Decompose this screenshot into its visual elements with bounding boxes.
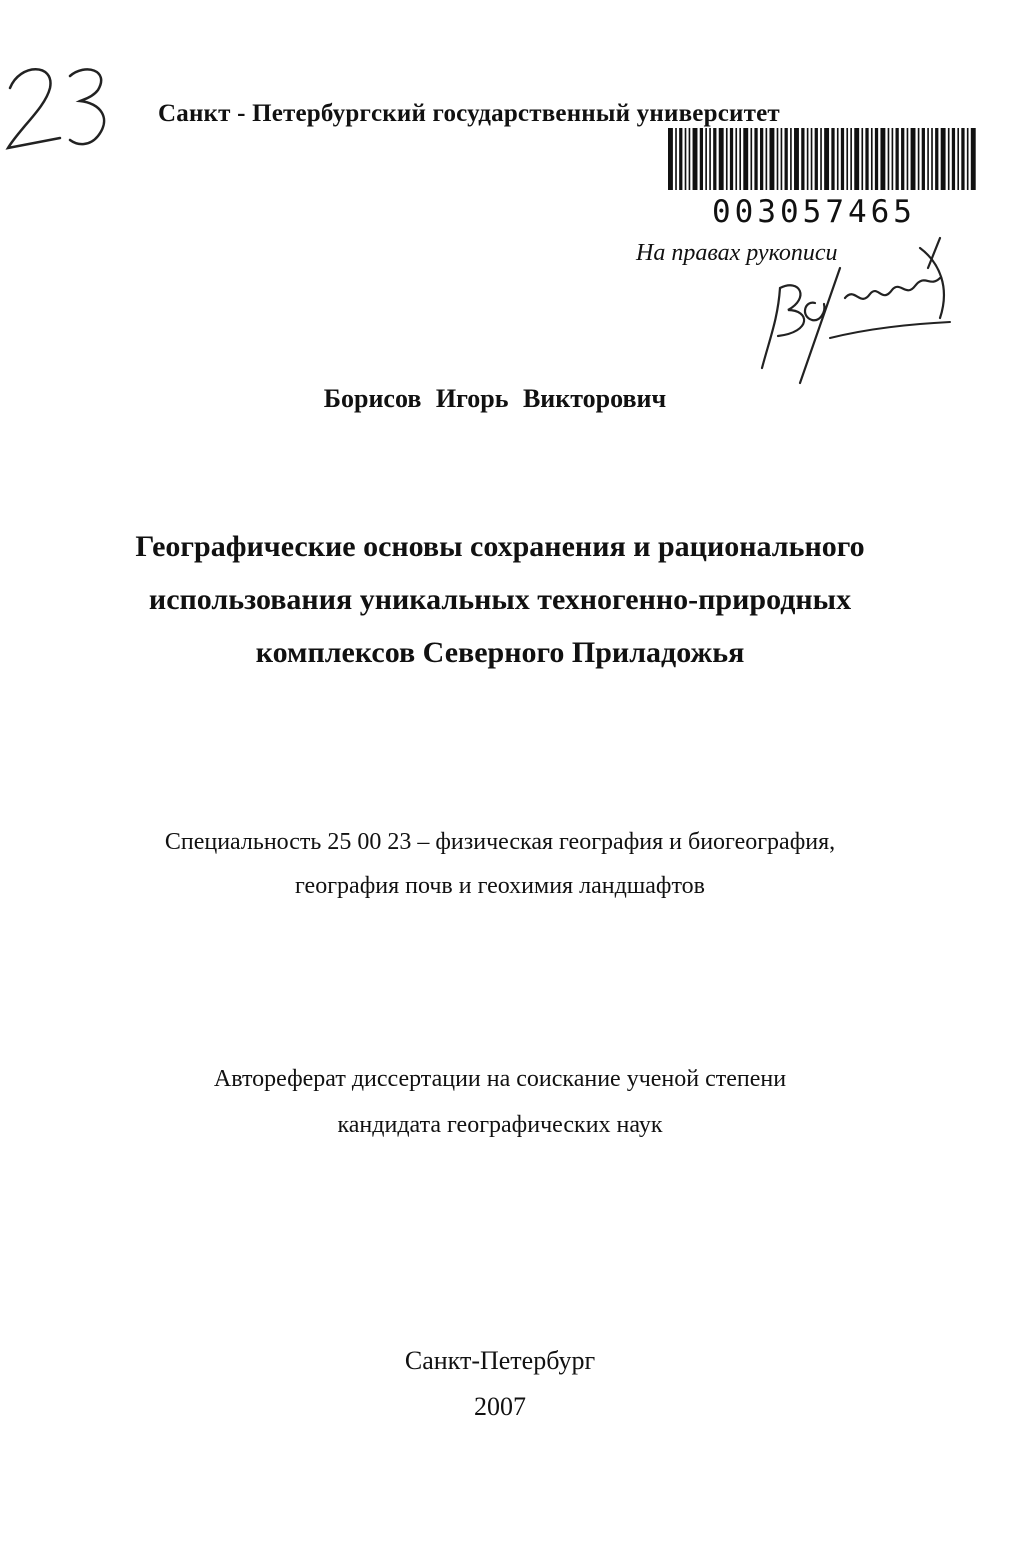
barcode-bar: [679, 128, 682, 190]
barcode-bar: [927, 128, 929, 190]
abstract-type-line: Автореферат диссертации на соискание ученой степени: [213, 1066, 787, 1092]
barcode-bar: [777, 128, 779, 190]
barcode-bar: [743, 128, 748, 190]
barcode-bar: [730, 128, 733, 190]
barcode-bar: [865, 128, 868, 190]
barcode-bar: [719, 128, 724, 190]
barcode-bar: [892, 128, 894, 190]
speciality: [0, 820, 1000, 908]
barcode-bar: [781, 128, 783, 190]
barcode-bar: [705, 128, 707, 190]
abstract-type-line: кандидата географических наук: [337, 1112, 663, 1138]
barcode-bar: [820, 128, 822, 190]
barcode-bar: [961, 128, 964, 190]
barcode-bar: [693, 128, 698, 190]
barcode-bar: [888, 128, 890, 190]
title-line: использования уникальных техногенно-природных: [148, 583, 852, 616]
barcode-bar: [907, 128, 909, 190]
barcode-bar: [785, 128, 788, 190]
barcode-bar: [967, 128, 969, 190]
speciality-line: география почв и геохимия ландшафтов: [295, 873, 705, 899]
barcode-bar: [766, 128, 768, 190]
barcode-bar: [709, 128, 711, 190]
barcode-bar: [735, 128, 737, 190]
handwritten-signature: [740, 228, 1000, 388]
university-name: Санкт - Петербургский государственный университет: [158, 100, 780, 127]
barcode-bar: [846, 128, 848, 190]
barcode-bar: [918, 128, 920, 190]
barcode-bar: [971, 128, 976, 190]
barcode-bar: [750, 128, 752, 190]
barcode-bar: [875, 128, 878, 190]
barcode-bar: [841, 128, 844, 190]
dissertation-title: [0, 520, 1000, 679]
barcode-bar: [807, 128, 809, 190]
barcode-bar: [922, 128, 925, 190]
barcode-bar: [713, 128, 716, 190]
barcode-bar: [760, 128, 763, 190]
manuscript-rights-note: На правах рукописи: [636, 240, 838, 266]
barcode-bar: [668, 128, 673, 190]
abstract-type: [0, 1056, 1000, 1148]
barcode-bar: [901, 128, 904, 190]
barcode-bar: [675, 128, 677, 190]
barcode-bar: [700, 128, 703, 190]
barcode-bar: [941, 128, 946, 190]
barcode-bar: [689, 128, 691, 190]
barcode-bar: [739, 128, 741, 190]
author-name: Борисов Игорь Викторович: [323, 384, 667, 413]
barcode-bar: [769, 128, 774, 190]
barcode-bar: [871, 128, 873, 190]
barcode-bar: [790, 128, 792, 190]
barcode-bar: [685, 128, 687, 190]
city: Санкт-Петербург: [404, 1346, 596, 1375]
barcode-bar: [861, 128, 863, 190]
barcode-bar: [726, 128, 728, 190]
barcode-bar: [948, 128, 950, 190]
barcode-number: 003057465: [712, 194, 916, 230]
barcode-bar: [880, 128, 885, 190]
barcode-bar: [794, 128, 799, 190]
barcode-bar: [801, 128, 804, 190]
handwritten-number-23: [0, 58, 120, 158]
barcode-bar: [824, 128, 829, 190]
barcode-bar: [911, 128, 916, 190]
barcode-bar: [896, 128, 899, 190]
barcode-bar: [952, 128, 955, 190]
barcode-bar: [831, 128, 834, 190]
barcode-bar: [935, 128, 938, 190]
title-line: Географические основы сохранения и рационального: [135, 530, 865, 563]
barcode-bar: [837, 128, 839, 190]
place-and-year: [0, 1338, 1000, 1430]
barcode-bar: [854, 128, 859, 190]
barcode-bar: [811, 128, 813, 190]
barcode-bar: [754, 128, 757, 190]
barcode-bar: [931, 128, 933, 190]
speciality-line: Специальность 25 00 23 – физическая география и биогеография,: [164, 829, 836, 855]
barcode-bar: [815, 128, 818, 190]
barcode-bar: [957, 128, 959, 190]
year: 2007: [474, 1392, 526, 1421]
barcode-bar: [850, 128, 852, 190]
title-line: комплексов Северного Приладожья: [255, 636, 745, 669]
